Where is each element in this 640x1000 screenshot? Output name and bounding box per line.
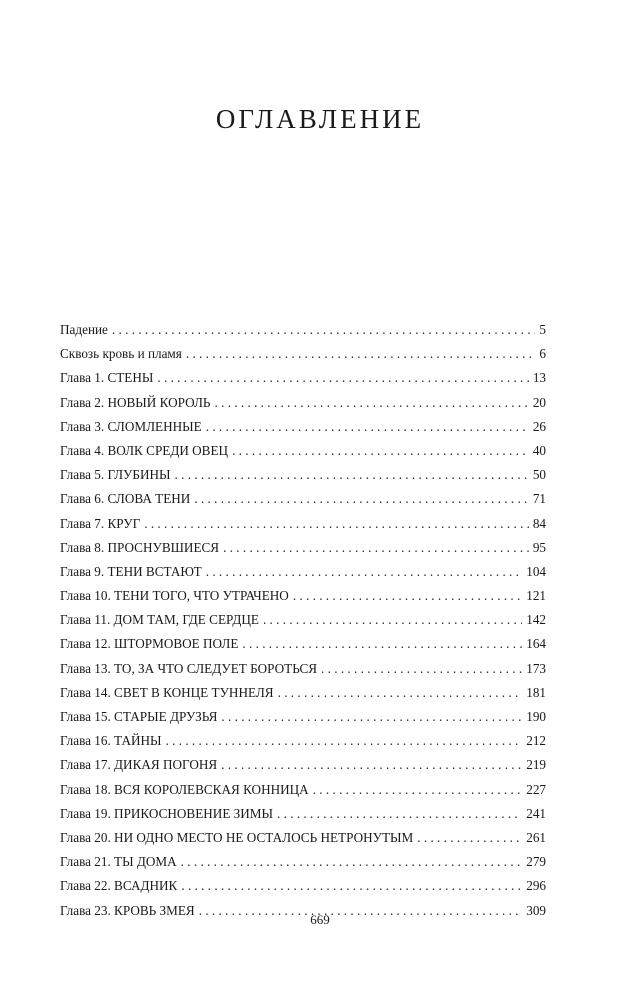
toc-entry[interactable] [60, 322, 546, 346]
toc-entry[interactable] [60, 395, 546, 419]
toc-entry-label: Глава 18. ВСЯ КОРОЛЕВСКАЯ КОННИЦА [60, 781, 309, 797]
toc-entry-label: Глава 3. СЛОМЛЕННЫЕ [60, 418, 202, 434]
toc-entry-page: 20 [532, 394, 546, 410]
toc-entry-page: 219 [526, 757, 546, 773]
dot-leader [206, 564, 523, 580]
toc-entry[interactable] [60, 854, 546, 878]
toc-entry[interactable] [60, 709, 546, 733]
toc-entry-page: 164 [526, 636, 546, 652]
dot-leader [186, 346, 536, 362]
toc-entry-page: 241 [526, 805, 546, 821]
dot-leader [181, 878, 522, 894]
toc-entry[interactable] [60, 636, 546, 660]
toc-entry-page: 95 [532, 539, 546, 555]
toc-entry-page: 13 [532, 370, 546, 386]
dot-leader [221, 709, 522, 725]
toc-entry-page: 212 [526, 733, 546, 749]
toc-entry-label: Сквозь кровь и пламя [60, 346, 182, 362]
toc-entry-label: Глава 11. ДОМ ТАМ, ГДЕ СЕРДЦЕ [60, 612, 259, 628]
toc-entry[interactable] [60, 806, 546, 830]
toc-entry-label: Глава 1. СТЕНЫ [60, 370, 154, 386]
toc-entry-label: Глава 2. НОВЫЙ КОРОЛЬ [60, 394, 211, 410]
toc-entry-label: Глава 14. СВЕТ В КОНЦЕ ТУННЕЛЯ [60, 684, 274, 700]
dot-leader [313, 782, 523, 798]
dot-leader [221, 757, 522, 773]
toc-entry-page: 84 [532, 515, 546, 531]
toc-entry-label: Падение [60, 322, 108, 337]
toc-entry-page: 6 [539, 346, 546, 362]
dot-leader [232, 443, 529, 459]
dot-leader [166, 733, 523, 749]
toc-entry-label: Глава 12. ШТОРМОВОЕ ПОЛЕ [60, 636, 239, 652]
toc-entry-label: Глава 16. ТАЙНЫ [60, 733, 162, 749]
toc-entry-page: 261 [526, 829, 546, 845]
dot-leader [112, 322, 535, 338]
toc-entry-page: 279 [526, 854, 546, 870]
toc-entry[interactable] [60, 878, 546, 902]
dot-leader [278, 685, 523, 701]
toc-entry-label: Глава 20. НИ ОДНО МЕСТО НЕ ОСТАЛОСЬ НЕТРОНУТЫМ [60, 829, 414, 845]
dot-leader [321, 661, 522, 677]
toc-entry[interactable] [60, 346, 546, 370]
toc-entry[interactable] [60, 685, 546, 709]
toc-entry[interactable] [60, 516, 546, 540]
toc-entry-label: Глава 9. ТЕНИ ВСТАЮТ [60, 563, 202, 579]
toc-entry-label: Глава 8. ПРОСНУВШИЕСЯ [60, 539, 220, 555]
dot-leader [194, 491, 528, 507]
toc-entry-label: Глава 21. ТЫ ДОМА [60, 854, 177, 870]
toc-entry-page: 296 [526, 878, 546, 894]
dot-leader [242, 636, 522, 652]
page-title: ОГЛАВЛЕНИЕ [215, 104, 425, 134]
toc-entry[interactable] [60, 491, 546, 515]
toc-entry-page: 142 [526, 612, 546, 628]
toc-entry-label: Глава 15. СТАРЫЕ ДРУЗЬЯ [60, 709, 218, 724]
toc-entry-label: Глава 4. ВОЛК СРЕДИ ОВЕЦ [60, 442, 229, 458]
toc-entry[interactable] [60, 782, 546, 806]
toc-entry-page: 104 [526, 563, 546, 579]
toc-entry-page: 227 [526, 781, 546, 797]
dot-leader [417, 830, 522, 846]
toc-entry-label: Глава 17. ДИКАЯ ПОГОНЯ [60, 757, 218, 773]
toc-entry-page: 190 [526, 709, 546, 724]
page-number: 669 [310, 912, 330, 927]
toc-entry-page: 5 [539, 322, 546, 337]
dot-leader [223, 540, 529, 556]
dot-leader [144, 516, 529, 532]
toc-entry[interactable] [60, 443, 546, 467]
dot-leader [293, 588, 522, 604]
toc-entry-label: Глава 22. ВСАДНИК [60, 878, 178, 894]
toc-entry-label: Глава 6. СЛОВА ТЕНИ [60, 491, 191, 507]
toc-entry[interactable] [60, 757, 546, 781]
toc-entry-page: 71 [532, 491, 546, 507]
toc-entry-label: Глава 7. КРУГ [60, 515, 141, 531]
toc-entry-page: 181 [526, 684, 546, 700]
toc-entry-page: 309 [526, 902, 546, 918]
toc-entry-page: 173 [526, 660, 546, 676]
toc-entry-label: Глава 13. ТО, ЗА ЧТО СЛЕДУЕТ БОРОТЬСЯ [60, 660, 318, 676]
toc-entry-label: Глава 19. ПРИКОСНОВЕНИЕ ЗИМЫ [60, 805, 274, 821]
dot-leader [181, 854, 523, 870]
toc-entry-label: Глава 23. КРОВЬ ЗМЕЯ [60, 902, 195, 918]
toc-entry[interactable] [60, 588, 546, 612]
dot-leader [175, 467, 529, 483]
dot-leader [277, 806, 522, 822]
dot-leader [263, 612, 522, 628]
toc-entry-page: 121 [526, 588, 546, 604]
toc-entry-page: 50 [532, 467, 546, 483]
toc-entry-page: 26 [532, 418, 546, 434]
toc-entry[interactable] [60, 733, 546, 757]
dot-leader [206, 419, 529, 435]
toc-entry-page: 40 [532, 442, 546, 458]
table-of-contents [60, 322, 546, 927]
toc-entry[interactable] [60, 467, 546, 491]
toc-entry[interactable] [60, 612, 546, 636]
dot-leader [157, 370, 528, 386]
toc-entry-label: Глава 5. ГЛУБИНЫ [60, 467, 171, 483]
toc-entry[interactable] [60, 419, 546, 443]
toc-entry[interactable] [60, 564, 546, 588]
toc-entry-label: Глава 10. ТЕНИ ТОГО, ЧТО УТРАЧЕНО [60, 588, 289, 604]
dot-leader [215, 395, 529, 411]
toc-entry[interactable] [60, 370, 546, 394]
toc-entry[interactable] [60, 540, 546, 564]
toc-entry[interactable] [60, 661, 546, 685]
toc-entry[interactable] [60, 830, 546, 854]
